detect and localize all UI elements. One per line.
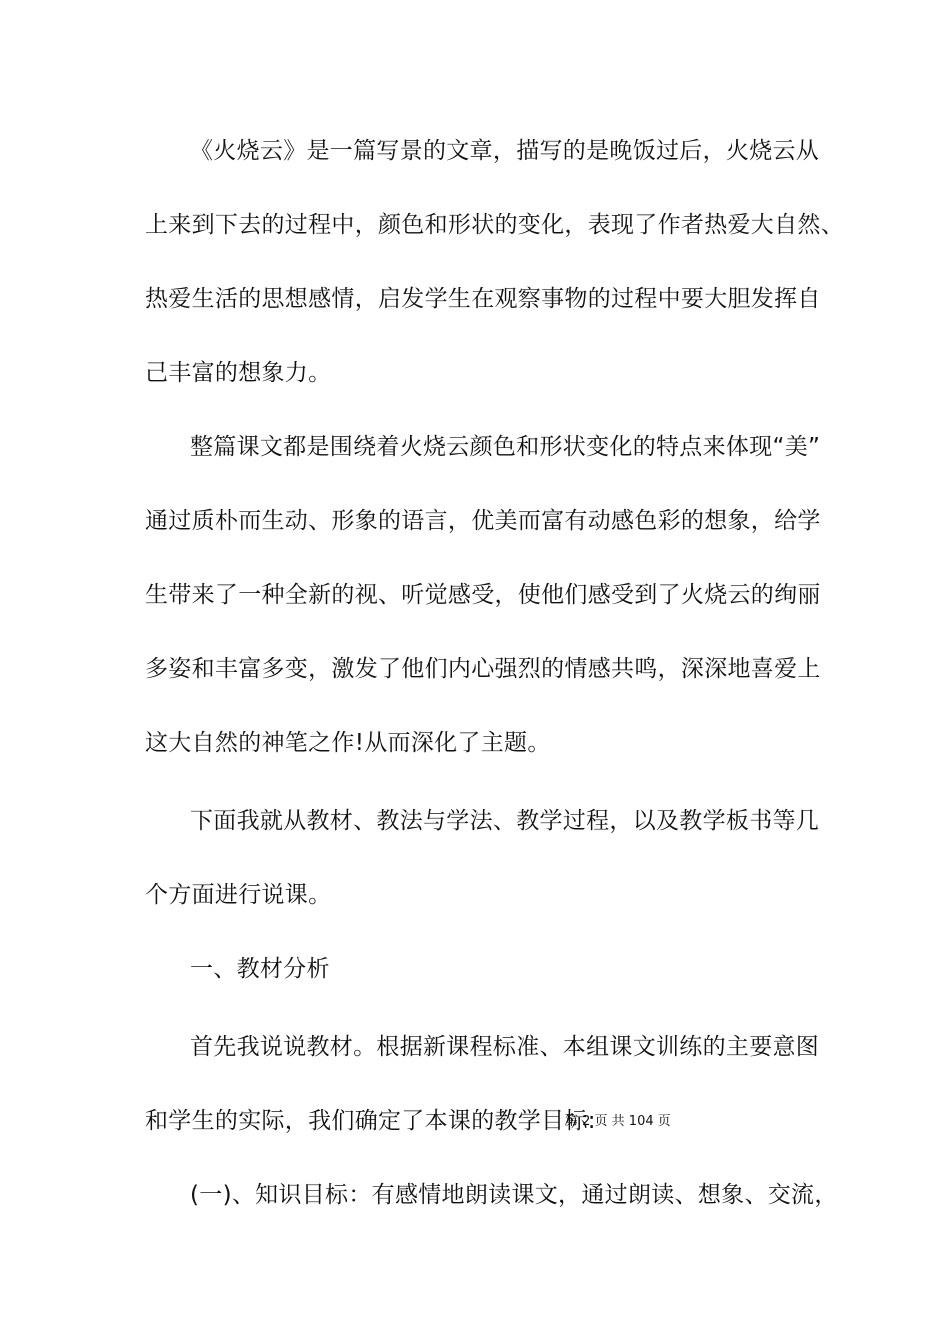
paragraph-line: 整篇课文都是围绕着火烧云颜色和形状变化的特点来体现“美”	[190, 434, 821, 460]
paragraph-line: 生带来了一种全新的视、听觉感受，使他们感受到了火烧云的绚丽	[145, 582, 821, 608]
paragraph-line: 热爱生活的思想感情，启发学生在观察事物的过程中要大胆发挥自	[145, 286, 821, 312]
paragraph-line: 这大自然的神笔之作!从而深化了主题。	[145, 730, 551, 756]
paragraph-line: (一)、知识目标：有感情地朗读课文，通过朗读、想象、交流，	[190, 1182, 838, 1208]
paragraph-line: 上来到下去的过程中，颜色和形状的变化，表现了作者热爱大自然、	[145, 212, 844, 238]
paragraph-line: 个方面进行说课。	[145, 882, 332, 908]
paragraph-line: 和学生的实际，我们确定了本课的教学目标:	[145, 1108, 596, 1134]
section-heading: 一、教材分析	[190, 956, 330, 982]
page-number: 第 2 页 共 104 页	[565, 1114, 671, 1129]
paragraph-line: 首先我说说教材。根据新课程标准、本组课文训练的主要意图	[190, 1034, 820, 1060]
paragraph-line: 多姿和丰富多变，激发了他们内心强烈的情感共鸣，深深地喜爱上	[145, 656, 821, 682]
paragraph-line: 通过质朴而生动、形象的语言，优美而富有动感色彩的想象，给学	[145, 508, 821, 534]
paragraph-line: 下面我就从教材、教法与学法、教学过程，以及教学板书等几	[190, 808, 820, 834]
paragraph-line: 己丰富的想象力。	[145, 360, 332, 386]
paragraph-line: 《火烧云》是一篇写景的文章，描写的是晚饭过后，火烧云从	[190, 138, 820, 164]
